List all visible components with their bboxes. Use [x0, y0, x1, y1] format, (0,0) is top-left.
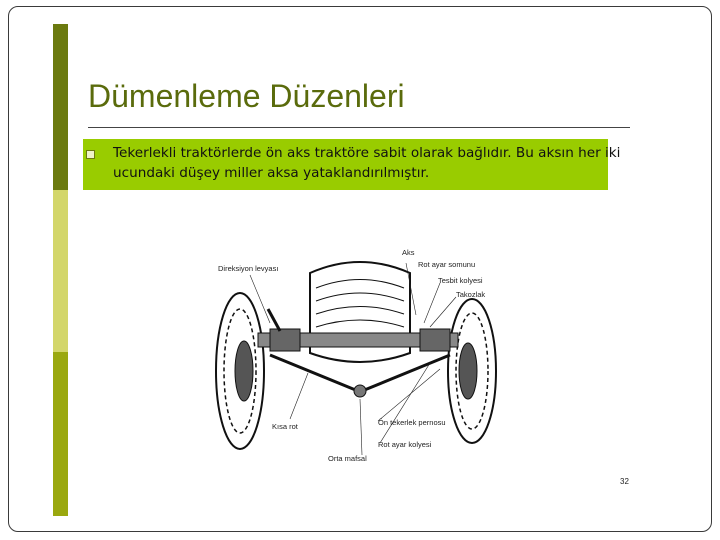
- label-orta-mafsal: Orta mafsal: [328, 454, 367, 463]
- bullet-square-icon: [86, 150, 95, 159]
- page-number: 32: [620, 477, 629, 486]
- right-wheel: [448, 299, 496, 443]
- label-tesbit-kolyesi: Tesbit kolyesi: [438, 276, 483, 285]
- label-rot-ayar-somunu: Rot ayar somunu: [418, 260, 476, 269]
- accent-bar-middle: [53, 190, 68, 352]
- slide-title: Dümenleme Düzenleri: [88, 78, 405, 114]
- accent-bar-bottom: [53, 352, 68, 516]
- label-direksiyon-levyasi: Direksiyon levyası: [218, 264, 279, 273]
- front-axle-diagram: [210, 243, 510, 465]
- title-underline: [88, 127, 630, 128]
- bullet-text: Tekerlekli traktörlerde ön aks traktöre sabit olarak bağlıdır. Bu aksın her iki ucundaki düşey miller aksa yataklandırılmıştır.: [113, 145, 621, 181]
- steering-arm: [268, 309, 280, 331]
- label-rot-ayar-kolyesi: Rot ayar kolyesi: [378, 440, 432, 449]
- label-kisa-rot: Kısa rot: [272, 422, 298, 431]
- label-on-tekerlek-pernosu: Ön tekerlek pernosu: [378, 418, 446, 427]
- label-aks: Aks: [402, 248, 415, 257]
- label-takoz: Takozlak: [456, 290, 486, 299]
- accent-bar-top: [53, 24, 68, 190]
- left-wheel: [216, 293, 264, 449]
